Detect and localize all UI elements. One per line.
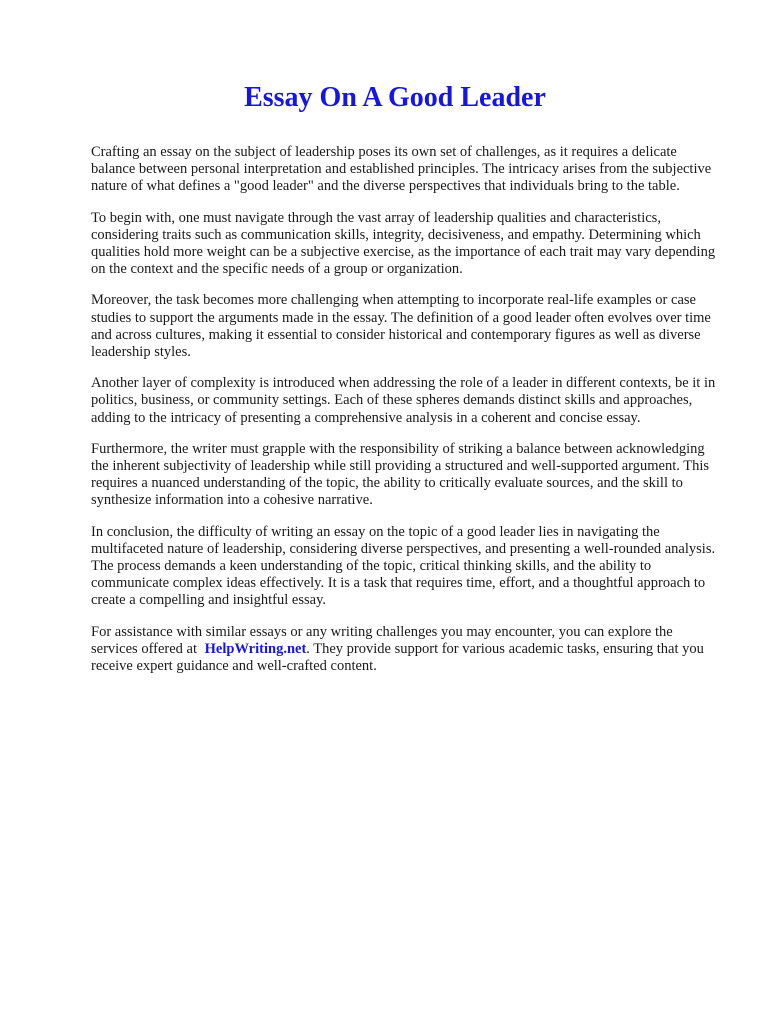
paragraph-closing: [91, 624, 721, 676]
closing-text-after-link: . They provide support for various academic tasks, ensuring that you receive expert guidance and well-crafted content.: [91, 640, 704, 675]
essay-body: [91, 144, 716, 675]
paragraph-conclusion: In conclusion, the difficulty of writing an essay on the topic of a good leader lies in navigating the multifaceted nature of leadership, considering diverse perspectives, and presenting a well-rounded analysis. The process demands a keen understanding of the topic, critical thinking skills, and the ability to communicate complex ideas effectively. It is a task that requires time, effort, and a thoughtful approach to create a compelling and insightful essay.: [91, 523, 716, 609]
paragraph-examples: Moreover, the task becomes more challenging when attempting to incorporate real-life examples or case studies to support the arguments made in the essay. The definition of a good leader often evolves over time and across cultures, making it essential to consider historical and contemporary figures as well as diverse leadership styles.: [91, 292, 711, 361]
helpwriting-link[interactable]: HelpWriting.net: [204, 640, 307, 657]
paragraph-qualities: To begin with, one must navigate through the vast array of leadership qualities and characteristics, considering traits such as communication skills, integrity, decisiveness, and empathy. Determining which qualities hold more weight can be a subjective exercise, as the importance of each trait may vary depending on the context and the specific needs of a group or organization.: [91, 209, 716, 278]
paragraph-contexts: Another layer of complexity is introduced when addressing the role of a leader in different contexts, be it in politics, business, or community settings. Each of these spheres demands distinct skills and approaches, adding to the intricacy of presenting a comprehensive analysis in a coherent and concise essay.: [91, 375, 716, 426]
paragraph-intro: Crafting an essay on the subject of leadership poses its own set of challenges, as it requires a delicate balance between personal interpretation and established principles. The intricacy arises from the subjective nature of what defines a "good leader" and the diverse perspectives that individuals bring to the table.: [91, 144, 712, 195]
paragraph-balance: Furthermore, the writer must grapple with the responsibility of striking a balance between acknowledging the inherent subjectivity of leadership while still providing a structured and well-supported argument. This requires a nuanced understanding of the topic, the ability to critically evaluate sources, and the skill to synthesize information into a cohesive narrative.: [91, 440, 709, 509]
page-title: Essay On A Good Leader: [244, 82, 546, 113]
closing-text-before-link: For assistance with similar essays or any writing challenges you may encounter, you can explore the services offered at: [91, 623, 673, 657]
